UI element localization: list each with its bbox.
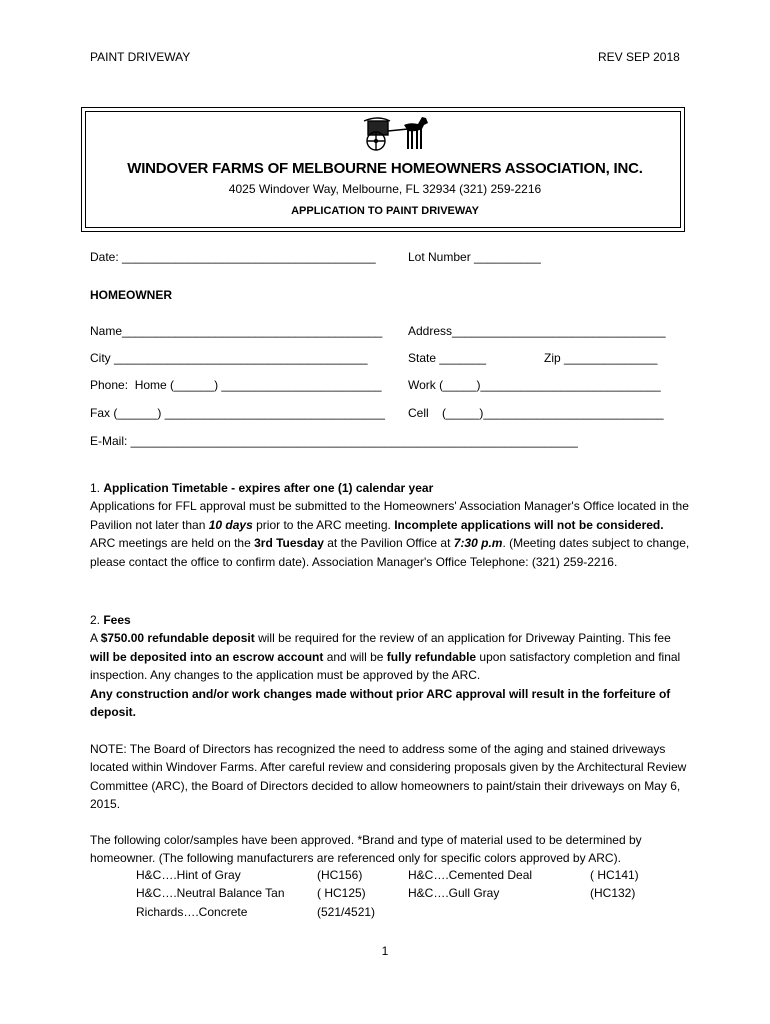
cell-phone-field[interactable]: Cell (_____)___________________________ — [408, 406, 664, 420]
sample-code: (521/4521) — [317, 905, 376, 919]
header-doc-title: PAINT DRIVEWAY — [90, 50, 191, 64]
page-number: 1 — [381, 944, 389, 958]
sample-name: H&C….Hint of Gray — [136, 868, 241, 882]
work-phone-field[interactable]: Work (_____)___________________________ — [408, 378, 661, 392]
org-address: 4025 Windover Way, Melbourne, FL 32934 (321) 259-2216 — [228, 182, 542, 196]
home-phone-field[interactable]: Phone: Home (______) ________________________ — [90, 378, 382, 392]
section2-heading: 2. Fees — [90, 613, 131, 627]
state-field[interactable]: State _______ — [408, 351, 487, 365]
name-field[interactable]: Name_______________________________________ — [90, 324, 383, 338]
homeowner-heading: HOMEOWNER — [90, 288, 172, 302]
email-field[interactable]: E-Mail: ___________________________________________________________________ — [90, 434, 578, 448]
sample-code: (HC156) — [317, 868, 363, 882]
fax-field[interactable]: Fax (______) _________________________________ — [90, 406, 385, 420]
section1-heading: 1. Application Timetable - expires after one (1) calendar year — [90, 481, 434, 495]
section1-body: Applications for FFL approval must be submitted to the Homeowners' Association Manager's Office located in the Pavilion not later than 10 days prior to the ARC meeting. Incomplete applications will not be considered. ARC meetings are held on the 3rd Tuesday at the Pavilion Office at 7:30 p.m. (Meeting dates subject to change, please contact the office to confirm date). Association Manager's Office Telephone: (321) 259-2216. — [90, 499, 690, 569]
sample-name: H&C….Neutral Balance Tan — [136, 886, 285, 900]
section-application-timetable — [90, 479, 690, 571]
approved-colors-intro: The following color/samples have been approved. *Brand and type of material used to be determined by homeowner. (The following manufacturers are referenced only for specific colors approved by ARC). — [90, 833, 642, 866]
sample-name: Richards….Concrete — [136, 905, 248, 919]
header-revision: REV SEP 2018 — [598, 50, 680, 64]
horse-and-buggy-icon — [360, 113, 434, 153]
sample-name: H&C….Gull Gray — [408, 886, 500, 900]
city-field[interactable]: City ______________________________________ — [90, 351, 368, 365]
zip-field[interactable]: Zip ______________ — [544, 351, 658, 365]
address-field[interactable]: Address________________________________ — [408, 324, 666, 338]
section2-warning: Any construction and/or work changes made without prior ARC approval will result in the forfeiture of deposit. — [90, 686, 671, 720]
sample-code: ( HC141) — [590, 868, 639, 882]
board-note: NOTE: The Board of Directors has recognized the need to address some of the aging and stained driveways located within Windover Farms. After careful review and considering proposals given by the Architectural Review Committee (ARC), the Board of Directors decided to allow homeowners to paint/stain their driveways on May 6, 2015. — [90, 742, 687, 812]
date-field[interactable]: Date: ______________________________________ — [90, 250, 376, 264]
sample-name: H&C….Cemented Deal — [408, 868, 533, 882]
lot-number-field[interactable]: Lot Number __________ — [408, 250, 541, 264]
section-fees — [90, 611, 690, 721]
form-title: APPLICATION TO PAINT DRIVEWAY — [291, 205, 479, 217]
sample-code: (HC132) — [590, 886, 636, 900]
org-name: WINDOVER FARMS OF MELBOURNE HOMEOWNERS ASSOCIATION, INC. — [127, 160, 643, 177]
section2-body: A $750.00 refundable deposit will be required for the review of an application for Driveway Painting. This fee will be deposited into an escrow account and will be fully refundable upon satisfactory completion and final inspection. Any changes to the application must be approved by the ARC. — [90, 631, 681, 683]
sample-code: ( HC125) — [317, 886, 366, 900]
